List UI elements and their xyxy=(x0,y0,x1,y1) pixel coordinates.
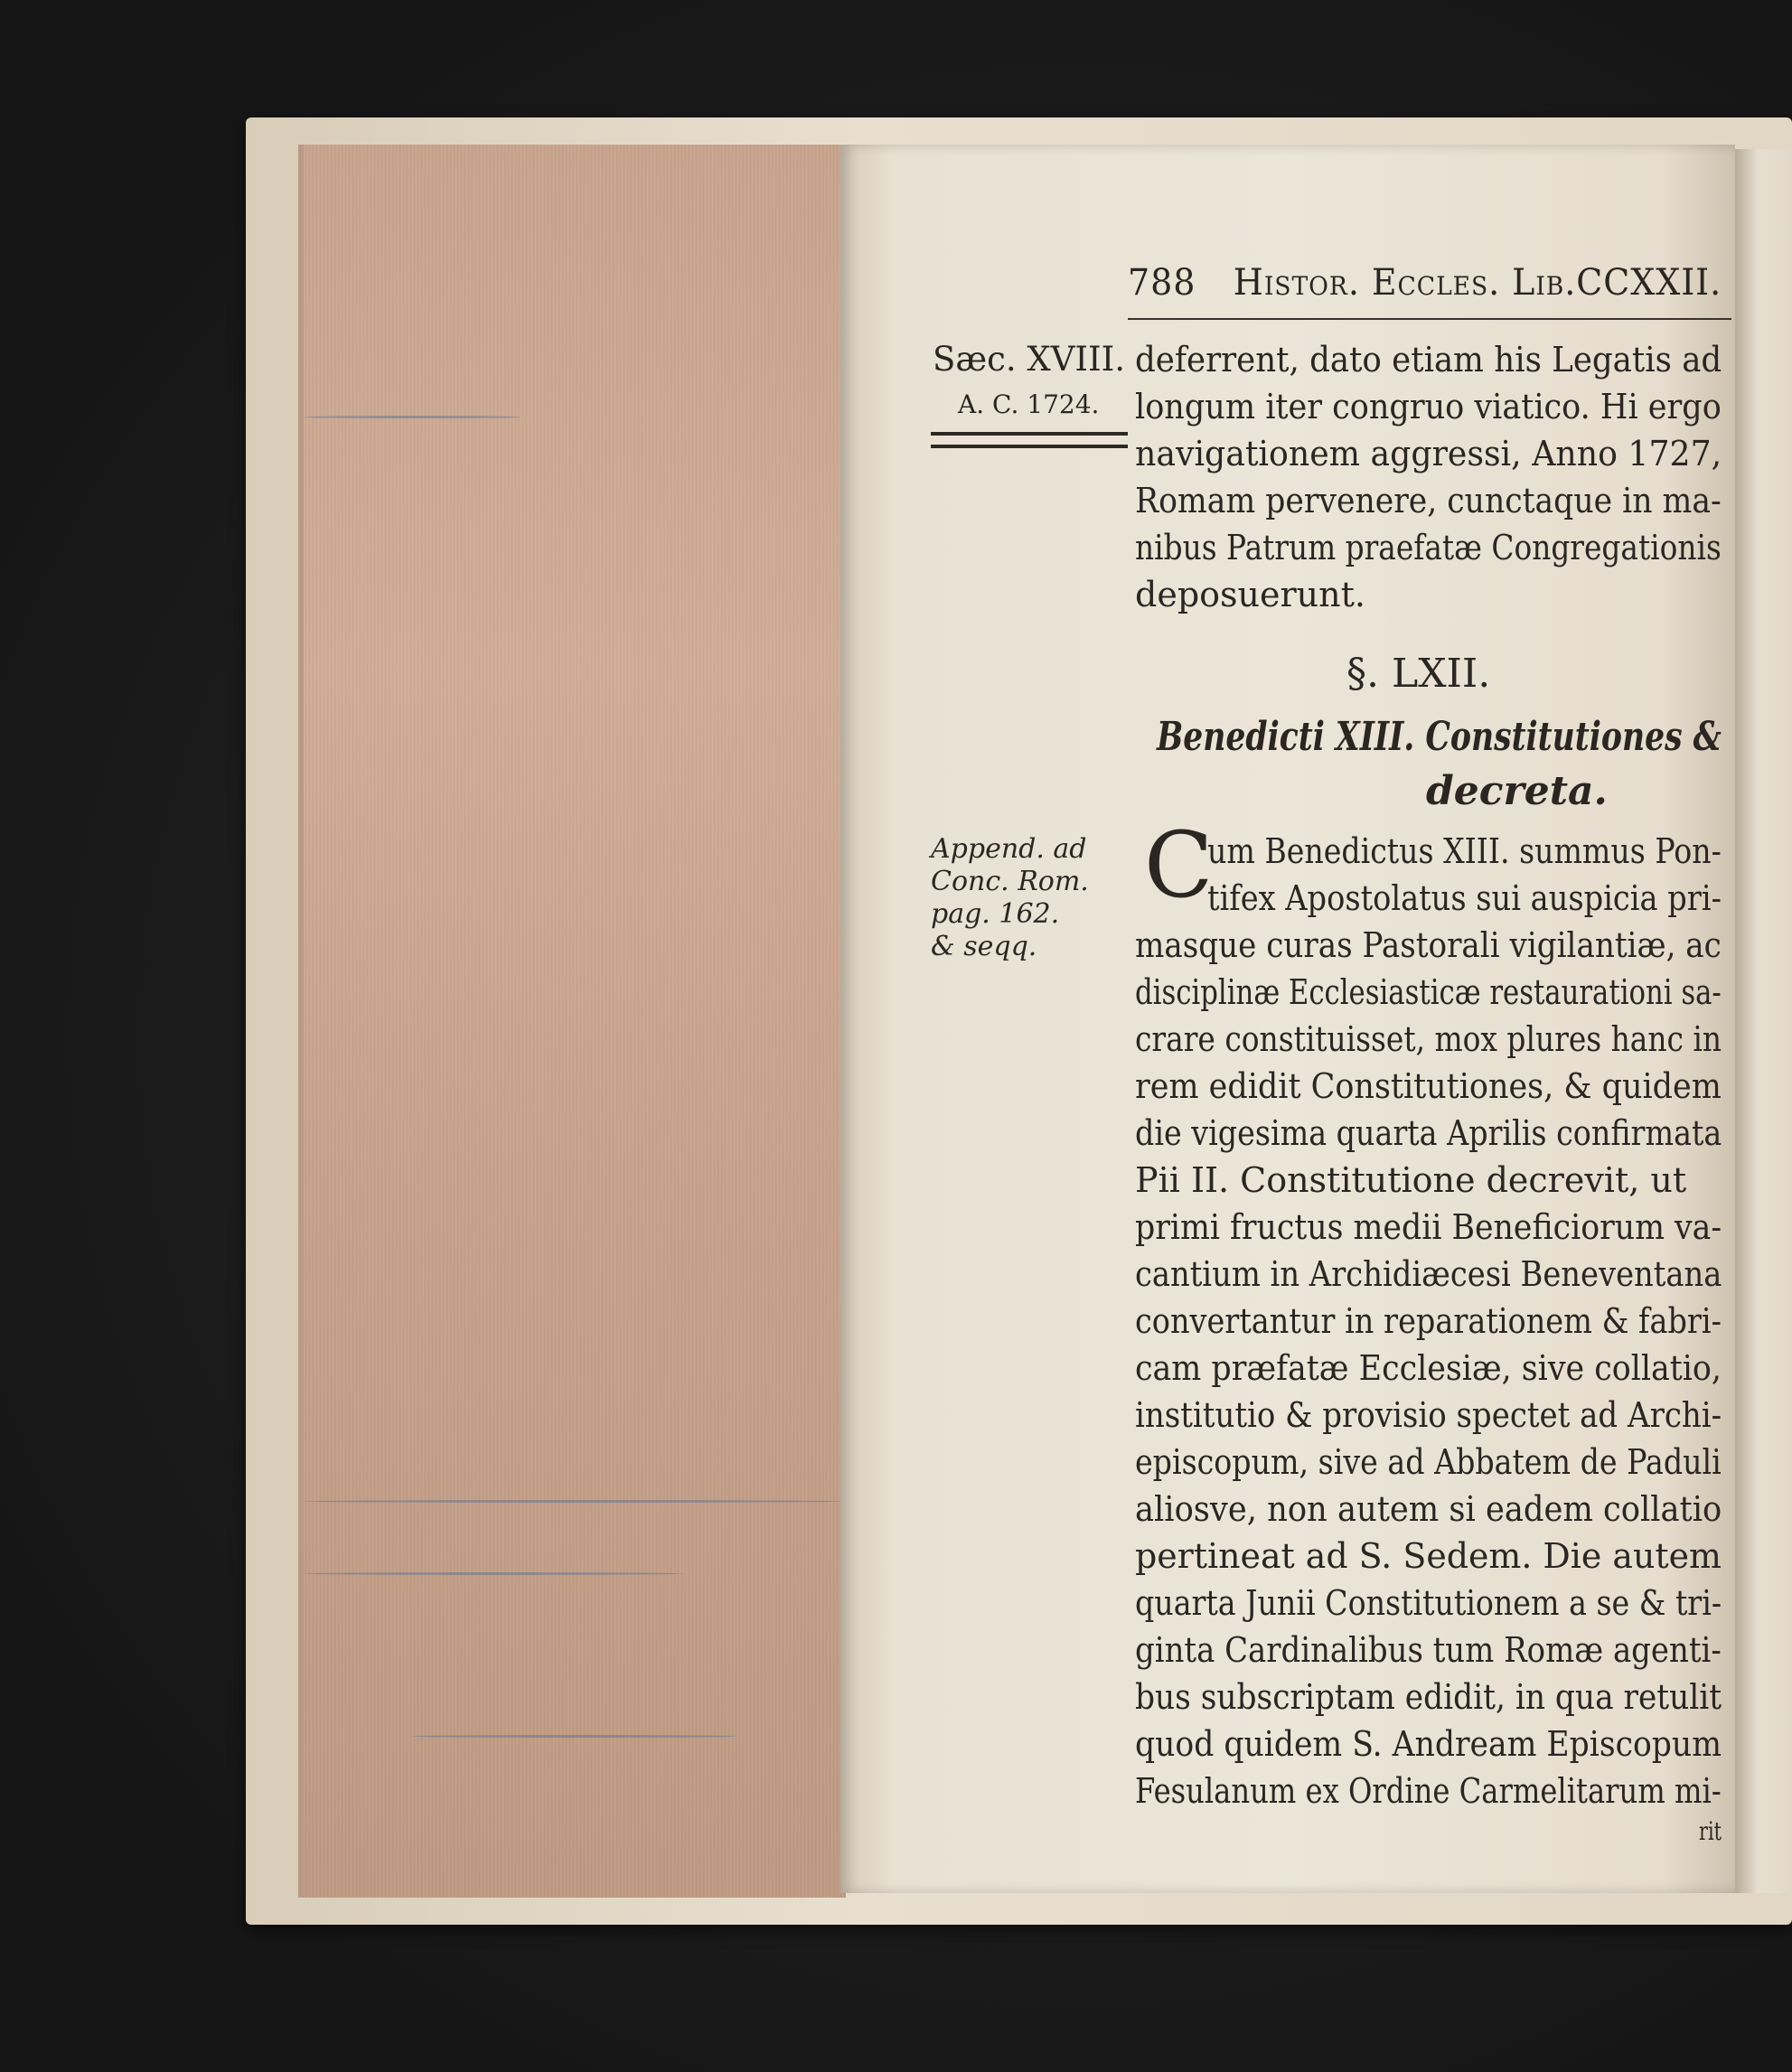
text-line: Pii II. Constitutione decrevit, ut xyxy=(1135,1160,1687,1200)
running-title: Histor. Eccles. Lib.CCXXII. xyxy=(1233,262,1722,304)
text-line: masque curas Pastorali vigilantiæ, ac xyxy=(1135,925,1722,965)
margin-century: Sæc. XVIII. xyxy=(933,340,1126,379)
margin-reference-line: & seqq. xyxy=(931,931,1037,962)
text-line: primi fructus medii Beneficiorum va- xyxy=(1135,1207,1722,1247)
text-line: nibus Patrum praefatæ Congregationis xyxy=(1135,528,1722,567)
section-title: decreta. xyxy=(1426,768,1608,814)
text-line: die vigesima quarta Aprilis confirmata xyxy=(1135,1113,1722,1153)
text-line: pertineat ad S. Sedem. Die autem xyxy=(1135,1536,1722,1576)
text-line: um Benedictus XIII. summus Pon- xyxy=(1207,831,1722,871)
adjacent-page-edge xyxy=(1735,149,1792,1893)
marbling-streak xyxy=(304,416,521,418)
catchword: rit xyxy=(1699,1816,1722,1846)
text-line: episcopum, sive ad Abbatem de Paduli xyxy=(1135,1442,1722,1482)
section-title: Benedicti XIII. Constitutiones & xyxy=(1157,714,1722,760)
marbling-streak xyxy=(304,1500,846,1503)
text-line: cam præfatæ Ecclesiæ, sive collatio, xyxy=(1135,1348,1722,1388)
text-line: rem edidit Constitutiones, & quidem xyxy=(1135,1066,1722,1106)
margin-double-rule xyxy=(931,432,1128,448)
text-line: aliosve, non autem si eadem collatio xyxy=(1135,1489,1722,1529)
section-number: §. LXII. xyxy=(1346,651,1491,697)
text-line: ginta Cardinalibus tum Romæ agenti- xyxy=(1135,1630,1722,1670)
text-line: navigationem aggressi, Anno 1727, xyxy=(1135,434,1722,473)
drop-capital: C xyxy=(1144,812,1214,918)
text-line: tifex Apostolatus sui auspicia pri- xyxy=(1207,878,1722,918)
text-line: crare constituisset, mox plures hanc in xyxy=(1135,1019,1722,1059)
marbling-streak xyxy=(304,1572,683,1575)
text-line: quod quidem S. Andream Episcopum xyxy=(1135,1724,1722,1764)
header-rule xyxy=(1128,318,1731,320)
text-line: longum iter congruo viatico. Hi ergo xyxy=(1135,387,1722,427)
margin-reference-line: Append. ad xyxy=(931,833,1087,865)
text-line: cantium in Archidiæcesi Beneventana xyxy=(1135,1254,1722,1294)
text-line: bus subscriptam edidit, in qua retulit xyxy=(1135,1677,1722,1717)
text-line: deferrent, dato etiam his Legatis ad xyxy=(1135,340,1722,380)
page-number: 788 xyxy=(1128,262,1196,304)
text-line: quarta Junii Constitutionem a se & tri- xyxy=(1135,1583,1722,1623)
page-header xyxy=(1128,262,1722,304)
text-line: disciplinæ Ecclesiasticæ restaurationi sa- xyxy=(1135,972,1722,1012)
margin-year: A. C. 1724. xyxy=(958,389,1100,419)
text-line: institutio & provisio spectet ad Archi- xyxy=(1135,1395,1722,1435)
text-line: Fesulanum ex Ordine Carmelitarum mi- xyxy=(1135,1771,1722,1811)
margin-reference-line: Conc. Rom. xyxy=(931,866,1089,897)
text-line: convertantur in reparationem & fabri- xyxy=(1135,1301,1722,1341)
text-line: Romam pervenere, cunctaque in ma- xyxy=(1135,481,1722,520)
margin-reference-line: pag. 162. xyxy=(931,898,1060,930)
page-fore-edge xyxy=(298,145,846,1898)
text-line: deposuerunt. xyxy=(1135,575,1365,614)
marbling-streak xyxy=(412,1735,737,1738)
